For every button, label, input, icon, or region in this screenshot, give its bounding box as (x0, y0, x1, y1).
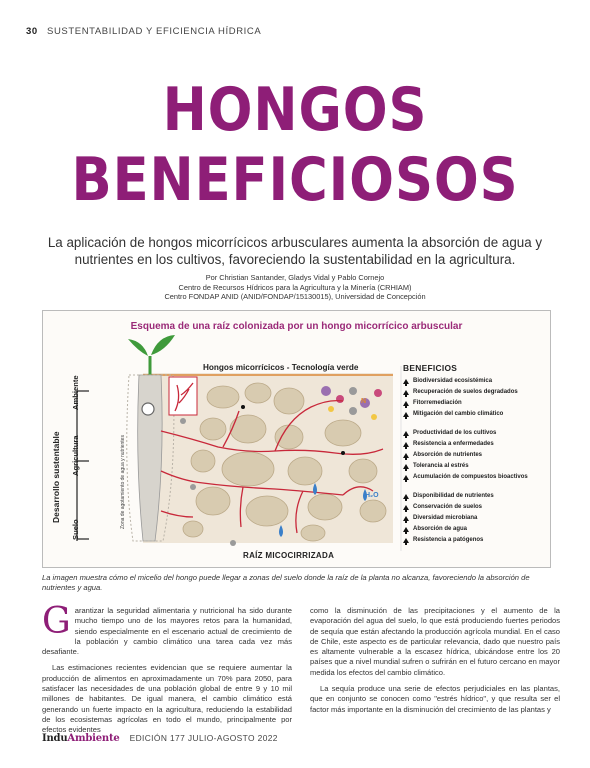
water-label: H₂O (365, 492, 379, 499)
benefits-group-ambiente (403, 376, 548, 420)
benefit-item: Mitigación del cambio climático (403, 409, 548, 420)
up-arrow-icon (403, 379, 409, 384)
up-arrow-icon (403, 538, 409, 543)
byline-center2: Centro FONDAP ANID (ANID/FONDAP/15130015), Universidad de Concepción (164, 292, 426, 302)
benefit-item: Disponibilidad de nutrientes (403, 491, 548, 502)
benefits-list (403, 363, 548, 554)
up-arrow-icon (403, 505, 409, 510)
byline-center1: Centro de Recursos Hídricos para la Agricultura y la Minería (CRHIAM) (178, 282, 412, 292)
benefit-item: Acumulación de compuestos bioactivos (403, 472, 548, 483)
benefit-item: Absorción de nutrientes (403, 450, 548, 461)
benefits-group-suelo (403, 491, 548, 546)
up-arrow-icon (403, 401, 409, 406)
drop-cap: G (42, 601, 71, 642)
magazine-logo: InduAmbiente (42, 733, 120, 744)
benefit-item: Fitorremediación (403, 398, 548, 409)
up-arrow-icon (403, 475, 409, 480)
body-paragraph: Las estimaciones recientes evidencian que se requiere aumentar la producción de alimentos en aproximadamente un 70% para 2050, para satisfacer las necesidades de una población global de entre 9 y 10 mil millones de habitantes. De igual manera, el cambio climático está generando un fuerte impacto en la agricultura, reduciendo la estabilidad de los ecosistemas agrícolas en todo el mundo, principalmente por efectos evidentes (42, 663, 292, 735)
up-arrow-icon (403, 516, 409, 521)
benefit-item: Conservación de suelos (403, 502, 548, 513)
axis-label-sustainable: Desarrollo sustentable (51, 431, 61, 523)
up-arrow-icon (403, 527, 409, 532)
figure-title: Esquema de una raíz colonizada por un hongo micorrícico arbuscular (130, 321, 463, 332)
section-name: SUSTENTABILIDAD Y EFICIENCIA HÍDRICA (47, 26, 262, 37)
leaf-left (128, 339, 148, 356)
up-arrow-icon (403, 390, 409, 395)
benefits-group-agricultura (403, 428, 548, 483)
benefit-item: Productividad de los cultivos (403, 428, 548, 439)
up-arrow-icon (403, 431, 409, 436)
benefit-item: Resistencia a enfermedades (403, 439, 548, 450)
panel-title: Hongos micorrícicos - Tecnología verde (203, 363, 359, 372)
benefit-item: Absorción de agua (403, 524, 548, 535)
running-header (26, 26, 261, 37)
benefits-title: BENEFICIOS (403, 363, 458, 373)
axis-label-agricultura: Agricultura (71, 435, 80, 476)
figure-caption: La imagen muestra cómo el micelio del hongo puede llegar a zonas del suelo donde la raíz de la planta no alcanza, favoreciendo la absorción de nutrientes y agua. (42, 573, 530, 592)
body-paragraph: La sequía produce una serie de efectos perjudiciales en las plantas, que en conjunto se conocen como "estrés hídrico", y que resulta ser el factor más importante en la disminución del crecimiento de las plantas y (310, 684, 560, 714)
magnifier-icon (142, 403, 154, 415)
up-arrow-icon (403, 412, 409, 417)
up-arrow-icon (403, 453, 409, 458)
root-label: RAÍZ MICOCIRRIZADA (243, 551, 335, 560)
up-arrow-icon (403, 494, 409, 499)
article-title-line1: HONGOS (162, 75, 428, 145)
benefit-item: Tolerancia al estrés (403, 461, 548, 472)
benefit-item: Diversidad microbiana (403, 513, 548, 524)
up-arrow-icon (403, 464, 409, 469)
page-number: 30 (26, 26, 38, 37)
nitrogen-label: N (361, 398, 367, 405)
axis-label-ambiente: Ambiente (71, 375, 80, 410)
benefit-item: Recuperación de suelos degradados (403, 387, 548, 398)
body-column-right (310, 606, 560, 721)
depletion-zone-label: Zona de agotamiento de agua y nutrientes (120, 435, 126, 529)
edition-info: EDICIÓN 177 JULIO-AGOSTO 2022 (129, 733, 278, 743)
cell-inset (169, 377, 197, 415)
page-footer (42, 733, 278, 744)
benefit-item: Resistencia a patógenos (403, 535, 548, 546)
body-column-left (42, 601, 292, 742)
article-subtitle: La aplicación de hongos micorrícicos arbusculares aumenta la absorción de agua y nutrientes en los cultivos, favoreciendo la sustentabilidad en la agricultura. (47, 235, 543, 267)
benefit-item: Biodiversidad ecosistémica (403, 376, 548, 387)
mycorrhiza-figure (42, 310, 551, 568)
article-title-line2: BENEFICIOSOS (71, 145, 519, 215)
body-paragraph: como la disminución de las precipitaciones y el aumento de la evaporación del agua del suelo, lo que está produciendo fuertes periodos de sequía que están afectando la producción agrícola mundial. En el caso de Chile, este aspecto es de particular relevancia, dado que nuestro país es altamente vulnerable a la escasez hídrica, ubicándose entre los 20 países que a nivel mundial sufren o sufrirán en el futuro cercano en mayor medida los efectos del cambio climático. (310, 606, 560, 677)
body-paragraph: Garantizar la seguridad alimentaria y nutricional ha sido durante mucho tiempo uno de los mayores retos para la humanidad, siendo especialmente en el escenario actual de crecimiento de la población y cambio climático una tarea cada vez más desafiante. (42, 601, 292, 657)
byline-authors: Por Christian Santander, Gladys Vidal y Pablo Cornejo (205, 273, 385, 282)
axis-label-suelo: Suelo (71, 519, 80, 540)
byline (120, 273, 470, 302)
up-arrow-icon (403, 442, 409, 447)
leaf-right (151, 335, 175, 355)
